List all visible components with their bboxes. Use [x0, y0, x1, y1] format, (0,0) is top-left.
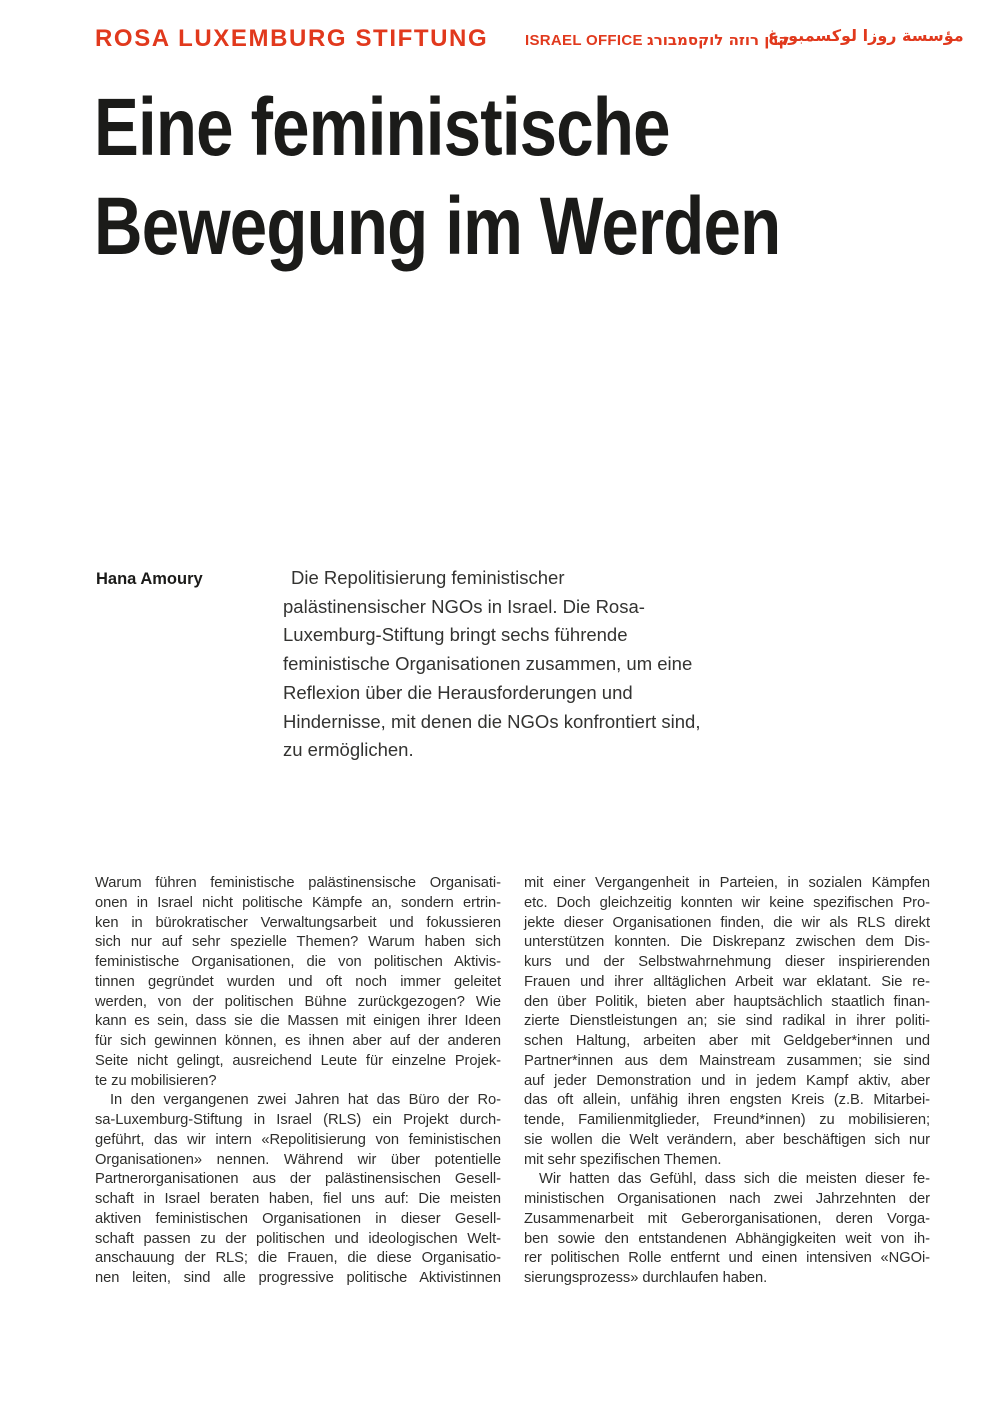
text-line: etc. Doch gleichzeitig konnten wir keine spezifischen Pro- — [524, 894, 930, 911]
text-line: unterstützen konnten. Die Diskrepanz zwischen dem Dis- — [524, 934, 930, 951]
office-label: ISRAEL OFFICE — [525, 32, 643, 49]
text-line: geführt, das wir intern «Repolitisierung von feministischen — [95, 1131, 501, 1148]
text-line: kann es sein, dass sie die Massen mit einigen ihrer Ideen — [95, 1013, 501, 1030]
text-line: Zusammenarbeit mit Geberorganisationen, deren Vorga- — [524, 1210, 930, 1227]
text-line: schen Haltung, arbeiten aber mit Geldgeber*innen und — [524, 1033, 930, 1049]
text-line: feministische Organisationen, die von politischen Aktivis- — [95, 954, 501, 970]
headline-line-2: Bewegung im Werden — [94, 181, 781, 272]
body-column-left — [95, 874, 501, 1289]
text-line: rer politischen Rolle entfernt und einen intensiven «NGOi- — [524, 1250, 930, 1267]
text-line: sierungsprozess» durchlaufen haben. — [524, 1270, 768, 1286]
text-line: das oft allein, unfähig ihren engsten Kreis (z.B. Mitarbei- — [524, 1092, 930, 1109]
text-line: tinnen gegründet wurden und oft noch immer geleitet — [95, 973, 501, 990]
text-line: Frauen und ihrer alltäglichen Arbeit war eklatant. Sie re- — [524, 973, 930, 990]
text-line: ministischen Organisationen nach zwei Jahrzehnten der — [524, 1191, 930, 1207]
text-line: Seite nicht gelingt, ausreichend Leute für einzelne Projek- — [95, 1052, 501, 1069]
text-line: auf jeder Demonstration und in jedem Kampf aktiv, aber — [524, 1072, 930, 1089]
text-line: Wir hatten das Gefühl, dass sich die meisten dieser fe- — [539, 1171, 930, 1188]
office-label-hebrew: קרן רוזה לוקסמבורג — [647, 31, 790, 49]
author-name: Hana Amoury — [96, 570, 203, 588]
text-line: nen leiten, sind alle progressive politische Aktivistinnen — [95, 1270, 501, 1286]
text-line: In den vergangenen zwei Jahren hat das Büro der Ro- — [110, 1092, 501, 1109]
text-line: Die Repolitisierung feministischer — [291, 567, 565, 588]
text-line: kurs und der Selbstwahrnehmung dieser inspirierenden — [524, 954, 930, 970]
text-line: Reflexion über die Herausforderungen und — [283, 681, 633, 703]
text-line: Partnerorganisationen aus der palästinensischen Gesell- — [95, 1171, 501, 1188]
text-line: zierte Dienstleistungen an; sie sind radikal in ihrer politi- — [524, 1013, 930, 1030]
headline-line-1: Eine feministische — [94, 82, 670, 173]
office-label-arabic: مؤسسة روزا لوكسمبورغ — [768, 26, 964, 45]
body-column-right — [524, 874, 930, 1289]
text-line: aktiven feministischen Organisationen in dieser Gesell- — [95, 1210, 501, 1227]
text-line: ben sowie den entstandenen Abhängigkeiten weit von ih- — [524, 1230, 930, 1247]
text-line: Partner*innen aus dem Mainstream zusammen; sie sind — [524, 1052, 930, 1069]
text-line: sich nur auf sehr spezielle Themen? Warum haben sich — [95, 934, 501, 951]
lead-paragraph — [283, 564, 763, 765]
text-line: Hindernisse, mit denen die NGOs konfrontiert sind, — [283, 710, 701, 732]
text-line: Organisationen» nennen. Während wir über potentielle — [95, 1151, 501, 1168]
brand-wordmark: ROSA LUXEMBURG STIFTUNG — [95, 25, 489, 52]
text-line: den über Politik, bieten aber hauptsächlich staatlich finan- — [524, 993, 930, 1010]
text-line: werden, von der politischen Bühne zurückgezogen? Wie — [95, 993, 501, 1010]
text-line: jekte dieser Organisationen finden, die wir als RLS direkt — [524, 914, 930, 931]
article-headline — [94, 78, 931, 276]
text-line: onen in Israel nicht politische Kämpfe an, sondern ertrin- — [95, 894, 501, 911]
text-line: feministische Organisationen zusammen, um eine — [283, 653, 693, 675]
text-line: zu ermöglichen. — [283, 739, 414, 761]
text-line: mit einer Vergangenheit in Parteien, in sozialen Kämpfen — [524, 875, 930, 891]
text-line: te zu mobilisieren? — [95, 1072, 217, 1089]
text-line: schaft passen zu der politischen und ideologischen Welt- — [95, 1230, 501, 1247]
text-line: anschauung der RLS; die Frauen, die diese Organisatio- — [95, 1250, 501, 1267]
text-line: schaft in Israel beraten haben, fiel uns auf: Die meisten — [95, 1191, 501, 1207]
text-line: palästinensischer NGOs in Israel. Die Rosa- — [283, 595, 645, 617]
text-line: sie wollen die Welt verändern, aber beschäftigen sich nur — [524, 1131, 930, 1148]
text-line: tende, Familienmitglieder, Freund*innen) zu mobilisieren; — [524, 1112, 930, 1128]
text-line: Luxemburg-Stiftung bringt sechs führende — [283, 624, 628, 646]
text-line: mit sehr spezifischen Themen. — [524, 1151, 722, 1168]
text-line: Warum führen feministische palästinensische Organisati- — [95, 875, 501, 891]
text-line: ken in bürokratischer Verwaltungsarbeit und fokussieren — [95, 914, 501, 931]
text-line: sa-Luxemburg-Stiftung in Israel (RLS) ein Projekt durch- — [95, 1112, 501, 1128]
text-line: für sich gewinnen können, es ihnen aber auf der anderen — [95, 1033, 501, 1049]
